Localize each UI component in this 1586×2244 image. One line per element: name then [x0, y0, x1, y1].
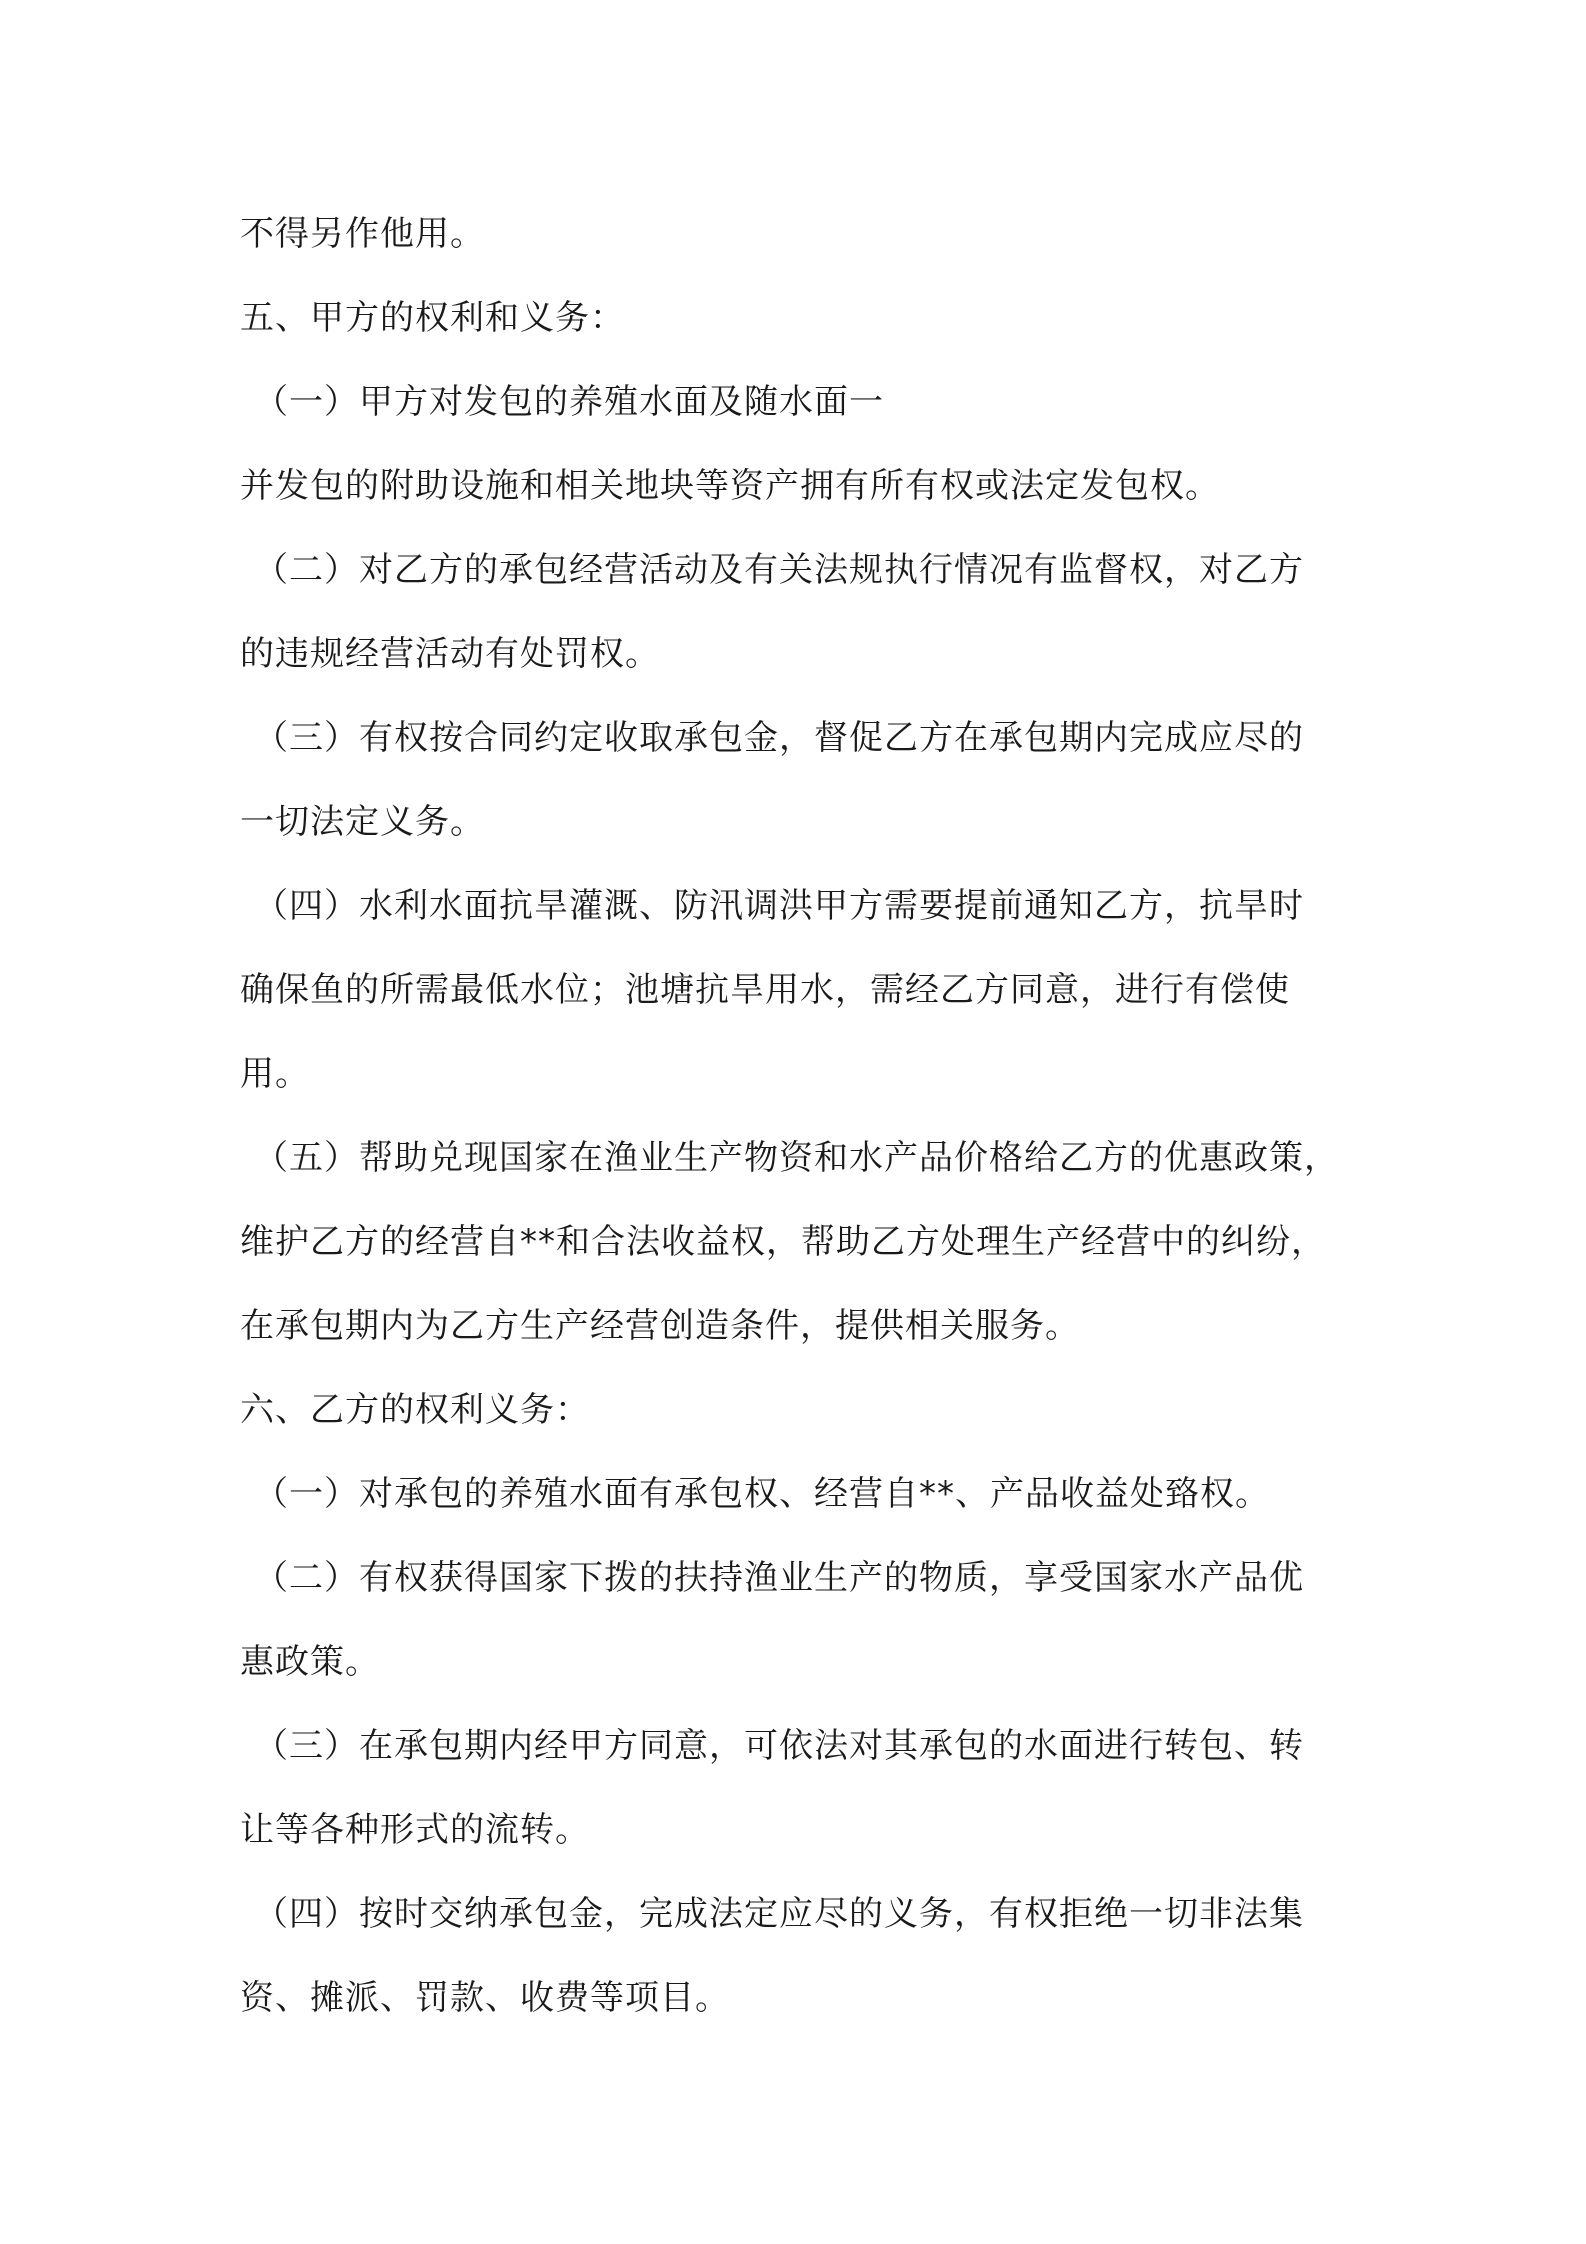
text-line: 不得另作他用。 — [240, 214, 485, 254]
text-line: （三）有权按合同约定收取承包金，督促乙方在承包期内完成应尽的 — [254, 718, 1304, 758]
text-line: 的违规经营活动有处罚权。 — [240, 634, 660, 674]
text-line: 资、摊派、罚款、收费等项目。 — [240, 1978, 730, 2018]
text-line: 让等各种形式的流转。 — [240, 1810, 590, 1850]
text-line: 用。 — [240, 1054, 310, 1094]
text-line: （四）按时交纳承包金，完成法定应尽的义务，有权拒绝一切非法集 — [254, 1894, 1304, 1934]
text-line: 并发包的附助设施和相关地块等资产拥有所有权或法定发包权。 — [240, 466, 1220, 506]
document-body — [240, 192, 1380, 2040]
text-line: （五）帮助兑现国家在渔业生产物资和水产品价格给乙方的优惠政策， — [254, 1138, 1339, 1178]
text-line: （一）甲方对发包的养殖水面及随水面一 — [254, 382, 884, 422]
text-line: 惠政策。 — [240, 1642, 380, 1682]
text-line: 在承包期内为乙方生产经营创造条件，提供相关服务。 — [240, 1306, 1080, 1346]
text-line: （二）有权获得国家下拨的扶持渔业生产的物质，享受国家水产品优 — [254, 1558, 1304, 1598]
text-line: （三）在承包期内经甲方同意，可依法对其承包的水面进行转包、转 — [254, 1726, 1304, 1766]
text-line: 维护乙方的经营自**和合法收益权，帮助乙方处理生产经营中的纠纷， — [240, 1222, 1326, 1262]
text-line: （四）水利水面抗旱灌溉、防汛调洪甲方需要提前通知乙方，抗旱时 — [254, 886, 1304, 926]
text-line: 一切法定义务。 — [240, 802, 485, 842]
text-line: （一）对承包的养殖水面有承包权、经营自**、产品收益处臵权。 — [254, 1474, 1270, 1514]
section-heading-party-b-rights: 六、乙方的权利义务： — [240, 1390, 590, 1430]
text-line: （二）对乙方的承包经营活动及有关法规执行情况有监督权，对乙方 — [254, 550, 1304, 590]
section-heading-party-a-rights: 五、甲方的权利和义务： — [240, 298, 625, 338]
text-line: 确保鱼的所需最低水位；池塘抗旱用水，需经乙方同意，进行有偿使 — [240, 970, 1290, 1010]
